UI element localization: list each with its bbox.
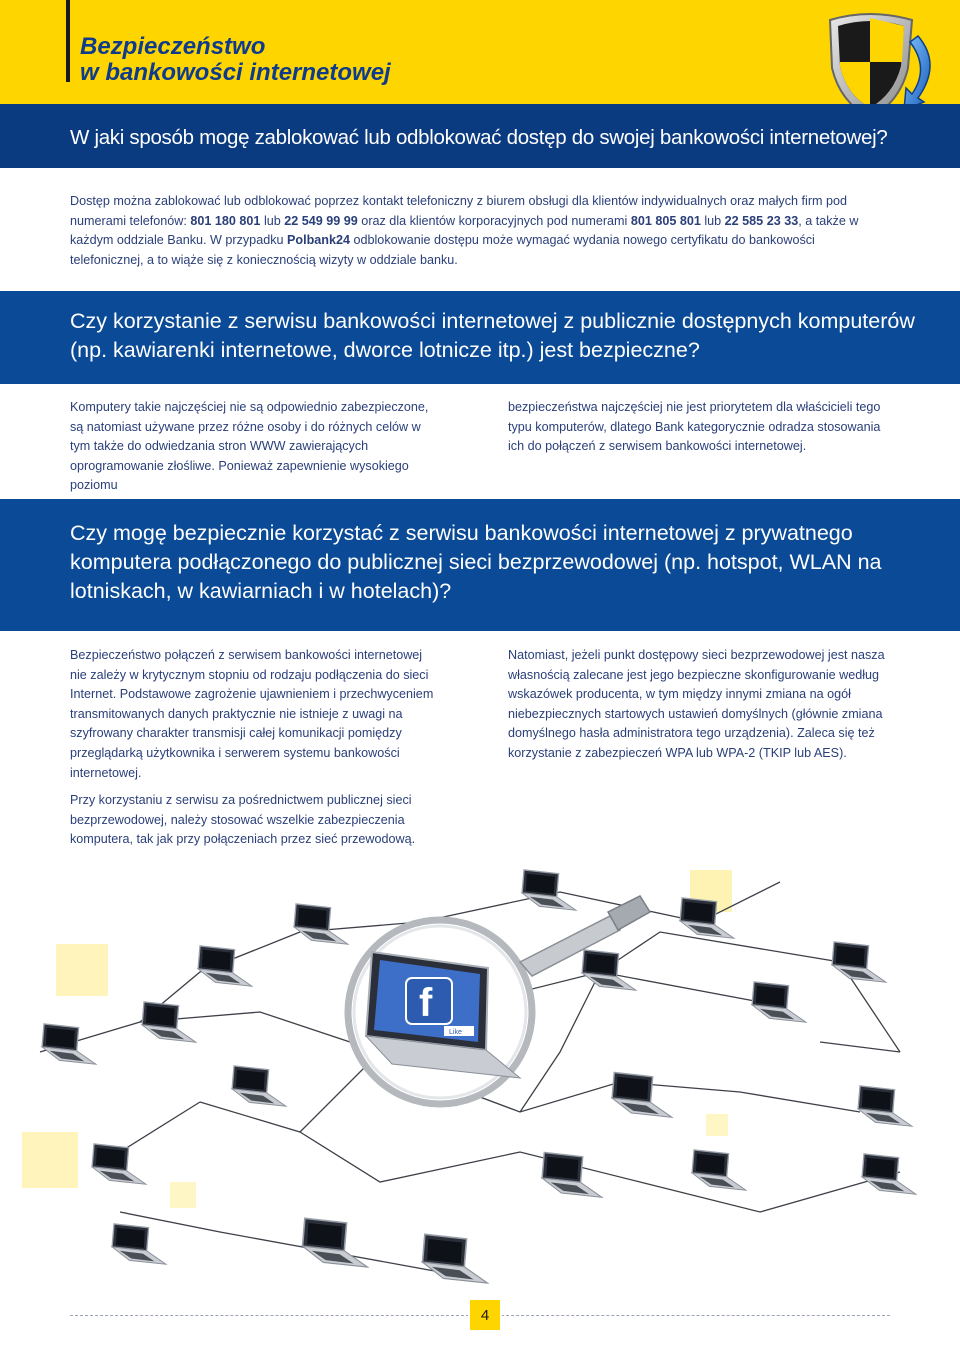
page-number: 4 [468, 1298, 502, 1332]
brand-name: Polbank24 [287, 233, 350, 248]
laptop-icon [858, 1086, 912, 1126]
laptop-icon [862, 1154, 916, 1194]
header-rule [66, 0, 70, 82]
deco-square [22, 1132, 78, 1188]
deco-square [170, 1182, 196, 1208]
laptop-icon [752, 982, 806, 1022]
section2-right-column: Natomiast, jeżeli punkt dostępowy sieci bezprzewodowej jest nasza własnością zalecane jest jego bezpieczne skonfigurowanie według wskazówek producenta, w tym między innymi zmiana na ogół niebezpiecznych startowych ustawień domyślnych (głównie zmiana domyślnego hasła administratora tego urządzenia). Zaleca się też korzystanie z zabezpieczeń WPA lub WPA-2 (TKIP lub AES). [508, 648, 885, 760]
like-label: Like [449, 1029, 462, 1036]
laptop-icon [42, 1024, 96, 1064]
phone-number: 22 549 99 99 [284, 213, 358, 228]
deco-square [706, 1114, 728, 1136]
deco-square [56, 944, 108, 996]
intro-text: lub [700, 213, 725, 228]
laptop-icon [232, 1066, 286, 1106]
section-heading: Czy korzystanie z serwisu bankowości internetowej z publicznie dostępnych komputerów (np. kawiarenki internetowe, dworce lotnicze itp.) jest bezpieczne? [70, 309, 915, 362]
laptop-icon [198, 946, 252, 986]
laptop-icon [92, 1144, 146, 1184]
laptop-icon [303, 1218, 368, 1267]
laptop-icon [612, 1072, 672, 1117]
laptop-icon [112, 1224, 166, 1264]
laptop-icon [142, 1002, 196, 1042]
section1-left-column: Komputery takie najczęściej nie są odpowiednio zabezpieczone, są natomiast używane przez różne osoby i do różnych celów w tym także do odwiedzania stron WWW zawierających oprogramowanie złośliwe. Ponieważ zapewnienie wysokiego poziomu [70, 400, 429, 493]
phone-number: 801 180 801 [190, 213, 261, 228]
intro-text: lub [260, 213, 285, 228]
laptop-icon [423, 1234, 488, 1283]
laptop-icon [832, 942, 886, 982]
section1-right-column: bezpieczeństwa najczęściej nie jest priorytetem dla właścicieli tego typu komputerów, dlatego Bank kategorycznie odradza stosowania ich do połączeń z serwisem bankowości internetowej. [508, 400, 881, 454]
section2-left-paragraph-1: Bezpieczeństwo połączeń z serwisem bankowości internetowej nie zależy w krytycznym stopniu od rodzaju podłączenia do sieci Internet. Podstawowe zagrożenie ujawnieniem i przechwyceniem transmitowanych danych praktycznie nie istnieje z uwagi na szyfrowany charakter transmisji całej komunikacji pomiędzy przeglądarką użytkownika i serwerem systemu bankowości internetowej. [70, 648, 434, 780]
laptop-icon [582, 950, 636, 990]
intro-text: Dostęp można zablokować lub odblokować poprzez kontakt telefoniczny z biurem obsługi dla klientów indywidualnych oraz małych firm pod numerami telefonów: [70, 194, 848, 228]
phone-number: 801 805 801 [630, 213, 701, 228]
network-illustration [0, 852, 960, 1312]
page-title [80, 34, 391, 86]
section-heading: Czy mogę bezpiecznie korzystać z serwisu bankowości internetowej z prywatnego komputera podłączonego do publicznej sieci bezprzewodowej (np. hotspot, WLAN na lotniskach, w kawiarniach i w hotelach)? [70, 521, 882, 603]
title-line-2: w bankowości internetowej [80, 59, 391, 86]
intro-text: odblokowanie dostępu może wymagać wydania nowego certyfikatu do bankowości telefonicznej, a to wiąże się z koniecznością wizyty w oddziale banku. [70, 233, 815, 267]
title-line-1: Bezpieczeństwo [80, 33, 266, 60]
laptop-icon [294, 904, 348, 944]
section2-left-paragraph-2: Przy korzystaniu z serwisu za pośrednictwem publicznej sieci bezprzewodowej, należy stosować wszelkie zabezpieczenia komputera, tak jak przy połączeniach przez sieć przewodową. [70, 793, 416, 847]
intro-text: oraz dla klientów korporacyjnych pod numerami [357, 213, 631, 228]
laptop-icon [542, 1152, 602, 1197]
header-question: W jaki sposób mogę zablokować lub odblokować dostęp do swojej bankowości internetowej? [70, 126, 888, 149]
intro-text: , a także w każdym oddziale Banku. W przypadku [70, 213, 859, 248]
laptop-icon [692, 1150, 746, 1190]
phone-number: 22 585 23 33 [724, 213, 799, 228]
laptop-icon [522, 870, 576, 910]
intro-paragraph [70, 192, 880, 270]
facebook-f-glyph: f [419, 981, 433, 1025]
